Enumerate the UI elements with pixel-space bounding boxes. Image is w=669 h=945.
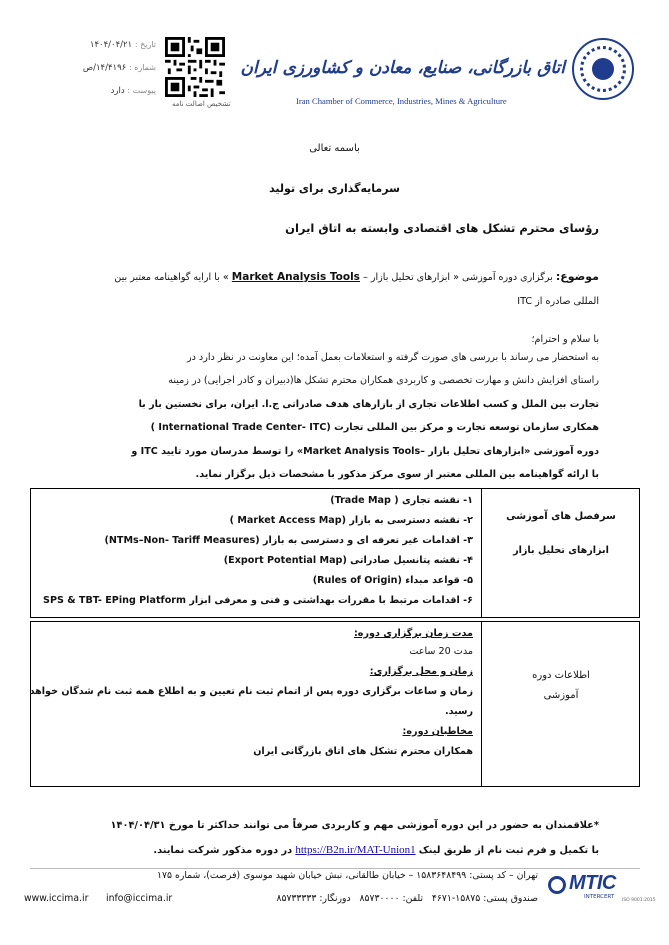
note-text-a: با تکمیل و فرم ثبت نام از طریق لینک (418, 845, 599, 856)
qr-code-icon (165, 37, 225, 97)
syllabus-box (30, 488, 640, 618)
iso-badge: ISO 9001:2015 (622, 898, 656, 903)
number-field (50, 63, 156, 73)
footer-address: تهران – کد پستی: ۱۵۸۳۶۴۸۴۹۹ – خیابان طالقانی، نبش خیابان شهید موسوی (فرصت)، شماره ۱۷۵ (157, 870, 538, 881)
paragraph-line-1: به استحضار می رساند با بررسی های صورت گرفته و استعلامات بعمل آمده؛ این معاونت در نظر دارد در (186, 352, 599, 363)
syllabus-divider (481, 489, 482, 617)
mtic-wordmark: MTIC (569, 872, 616, 894)
paragraph-line-5: دوره آموزشی «ابزارهای تحلیل بازار –Market Analysis Tools» را توسط مدرسان مورد تایید ITC و (131, 446, 599, 457)
course-info-divider (481, 622, 482, 786)
date-value: ۱۴۰۴/۰۴/۲۱ (89, 40, 133, 50)
note-line-2 (39, 844, 599, 856)
syllabus-item: ۴- نقشه پتانسیل صادراتی (Export Potential Map) (223, 555, 473, 566)
syllabus-item: ۱- نقشه تجاری ( Trade Map) (330, 495, 473, 506)
qr-caption: تشخیص اصالت نامه (172, 100, 231, 108)
date-field (50, 40, 156, 50)
number-value: ۱۴/۴۱۹۶/ص (82, 63, 127, 73)
note-text-b: در دوره مذکور شرکت نمایند. (153, 845, 293, 856)
note-line-1: *علاقمندان به حضور در این دوره آموزشی مهم و کاربردی صرفاً می توانند حداکثر تا مورخ ۱۴۰۴/۰۴/۳۱ (110, 820, 599, 831)
number-label: شماره : (128, 63, 156, 72)
paragraph-line-3: تجارت بین الملل و کسب اطلاعات تجاری از بازارهای هدف صادراتی ج.ا. ایران، برای نخستین بار با (138, 399, 599, 410)
duration-title: مدت زمان برگزاری دوره: (353, 628, 473, 639)
subject-part2: » با ارایه گواهینامه معتبر بین (114, 272, 229, 283)
addressee: رؤسای محترم تشکل های اقتصادی وابسته به اتاق ایران (285, 221, 599, 235)
attachment-label: پیوست : (127, 86, 156, 95)
registration-link[interactable]: https://B2n.ir/MAT-Union1 (295, 844, 416, 856)
course-info-box (30, 621, 640, 787)
subject-part1: برگزاری دوره آموزشی « ابزارهای تحلیل بازار – (363, 272, 553, 283)
subject-line (69, 270, 599, 283)
audience-value: همکاران محترم تشکل های اتاق بازرگانی ایران (253, 746, 473, 757)
motto: سرمایه‌گذاری برای تولید (269, 182, 400, 195)
time-value-1: زمان و ساعات برگزاری دوره پس از اتمام ثبت نام تعیین و به اطلاع همه ثبت نام شدگان خواهد (29, 686, 473, 697)
org-name-fa: اتاق بازرگانی، صنایع، معادن و کشاورزی ایران (240, 58, 565, 78)
syllabus-item: ۳- اقدامات غیر تعرفه ای و دسترسی به بازار (NTMs–Non- Tariff Measures) (104, 535, 473, 546)
duration-value: مدت 20 ساعت (409, 646, 473, 657)
greeting: با سلام و احترام؛ (531, 334, 599, 345)
date-label: تاریخ : (134, 40, 156, 49)
syllabus-item: ۶- اقدامات مرتبط با مقررات بهداشتی و فنی و معرفی ابزار SPS & TBT- EPing Platform (43, 595, 473, 606)
footer-phone: تلفن: ۸۵۷۳۰۰۰۰ (359, 893, 424, 904)
footer-contacts (276, 893, 538, 904)
subject-label: موضوع: (555, 270, 599, 283)
mtic-logo (548, 872, 656, 906)
syllabus-item: ۲- نقشه دسترسی به بازار (Market Access Map ) (229, 515, 473, 526)
syllabus-sublabel: ابزارهای تحلیل بازار (513, 545, 609, 556)
footer-fax: دورنگار: ۸۵۷۳۳۳۳۳ (276, 893, 351, 904)
mtic-globe-icon (548, 876, 566, 894)
footer-email[interactable]: info@iccima.ir (106, 893, 173, 904)
mtic-subtitle: INTERCERT (584, 894, 615, 900)
org-name-en: Iran Chamber of Commerce, Industries, Mines & Agriculture (296, 96, 507, 106)
footer-website[interactable]: www.iccima.ir (24, 893, 89, 904)
paragraph-line-2: راستای افزایش دانش و مهارت تخصصی و کاربردی همکاران محترم تشکل ها(دبیران و کادر اجرایی) در زمینه (168, 375, 599, 386)
invocation: باسمه تعالی (309, 143, 360, 154)
chamber-logo (572, 38, 634, 100)
logo-core (592, 58, 614, 80)
attachment-field (50, 86, 156, 96)
paragraph-line-4: همکاری سازمان توسعه تجارت و مرکز بین المللی تجارت (International Trade Center- ITC ) (150, 422, 599, 433)
subject-en: Market Analysis Tools (231, 271, 360, 283)
time-value-2: رسید. (444, 706, 473, 717)
syllabus-list (37, 495, 473, 615)
syllabus-item: ۵- قواعد مبداء (Rules of Origin) (312, 575, 473, 586)
paragraph-line-6: با ارائه گواهینامه بین المللی معتبر از سوی مرکز مذکور با مشخصات ذیل برگزار نماید. (195, 469, 599, 480)
syllabus-label: سرفصل های آموزشی (506, 511, 616, 522)
time-title: زمان و محل برگزاری: (369, 666, 473, 677)
audience-title: مخاطبان دوره: (402, 726, 473, 737)
footer-pobox: صندوق پستی: ۱۵۸۷۵-۴۶۷۱ (431, 893, 538, 904)
subject-line2: المللی صادره از ITC (517, 296, 599, 307)
course-info-label: اطلاعات دوره آموزشی (532, 670, 590, 701)
attachment-value: دارد (110, 86, 125, 96)
footer-divider (30, 868, 640, 869)
course-info-content (29, 628, 473, 766)
